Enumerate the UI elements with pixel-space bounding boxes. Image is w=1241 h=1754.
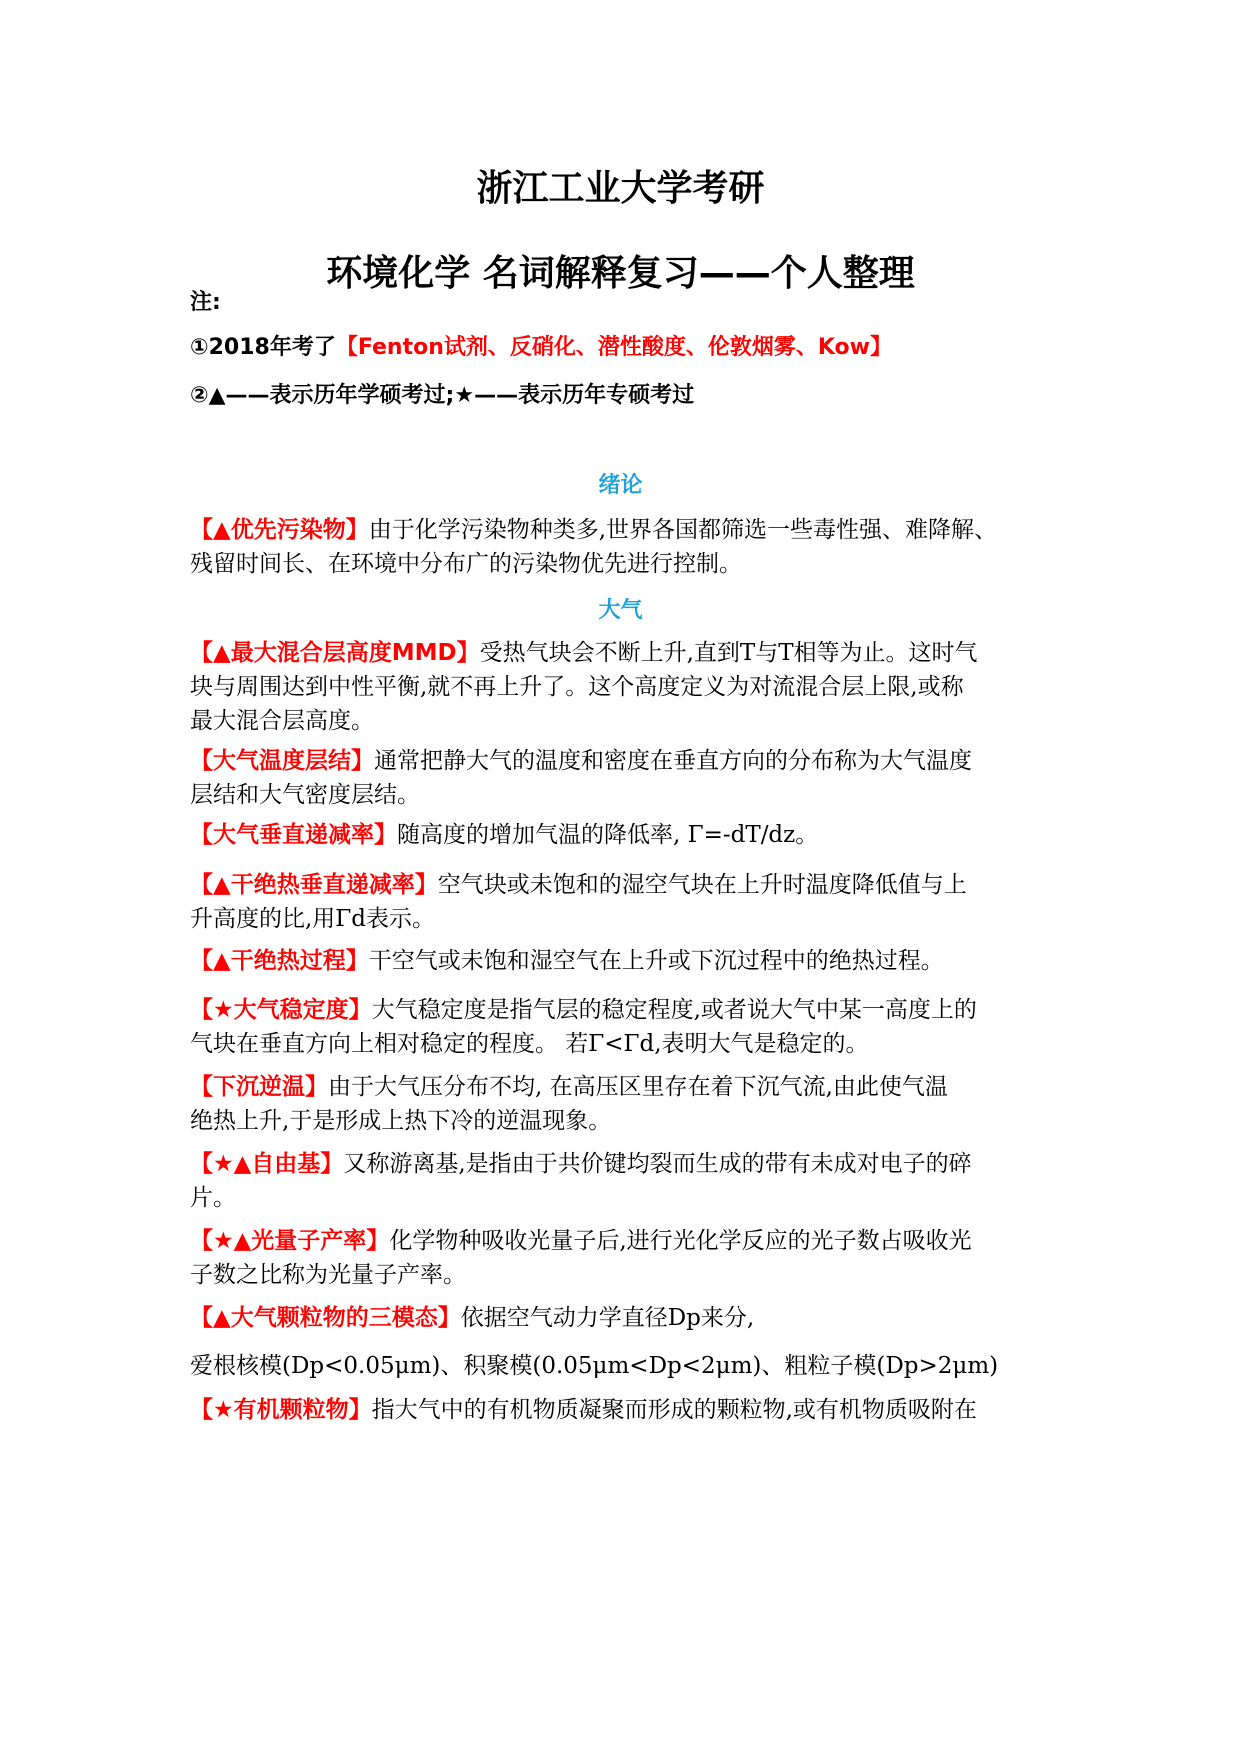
entry-term: 【大气温度层结】 <box>190 748 374 774</box>
entry-text-line: 片。 <box>190 1185 236 1211</box>
document-subtitle: 环境化学 名词解释复习——个人整理 <box>326 253 915 294</box>
entry-term: 【大气垂直递减率】 <box>190 822 397 848</box>
entry-text-line: 块与周围达到中性平衡,就不再上升了。这个高度定义为对流混合层上限,或称 <box>190 674 964 700</box>
entry-term: 【★▲自由基】 <box>190 1151 344 1177</box>
entry-term: 【★有机颗粒物】 <box>190 1397 372 1423</box>
definition-entry <box>190 636 1060 738</box>
entry-text-line: 气块在垂直方向上相对稳定的程度。 若Γ<Γd,表明大气是稳定的。 <box>190 1031 869 1057</box>
entry-text-line: 由于大气压分布不均, 在高压区里存在着下沉气流,由此使气温 <box>328 1074 948 1100</box>
definition-entry <box>190 818 1060 852</box>
entry-text-line: 又称游离基,是指由于共价键均裂而生成的带有未成对电子的碎 <box>343 1151 972 1177</box>
definition-entry <box>190 513 1060 581</box>
entry-text-line: 化学物种吸收光量子后,进行光化学反应的光子数占吸收光 <box>389 1228 972 1254</box>
entry-text-line: 指大气中的有机物质凝聚而形成的颗粒物,或有机物质吸附在 <box>371 1397 977 1423</box>
definition-entry <box>190 1301 1060 1383</box>
entry-text-line: 受热气块会不断上升,直到T与T相等为止。这时气 <box>479 640 978 666</box>
note-1-exam-terms: 【Fenton试剂、反硝化、潜性酸度、伦敦烟雾、Kow】 <box>335 335 892 360</box>
entry-text-line: 由于化学污染物种类多,世界各国都筛选一些毒性强、难降解、 <box>368 517 998 543</box>
note-1-prefix: ①2018年考了 <box>190 335 336 360</box>
entry-term: 【▲干绝热垂直递减率】 <box>190 872 438 898</box>
definition-entry <box>190 1070 1060 1138</box>
entry-text-line: 空气块或未饱和的湿空气块在上升时温度降低值与上 <box>437 872 967 898</box>
definition-entry <box>190 1393 1060 1427</box>
entry-text-line: 通常把静大气的温度和密度在垂直方向的分布称为大气温度 <box>374 748 972 774</box>
entry-text-line: 绝热上升,于是形成上热下冷的逆温现象。 <box>190 1108 612 1134</box>
note-label: 注: <box>190 290 221 315</box>
section-heading-atmosphere: 大气 <box>598 598 643 623</box>
entry-text-line: 大气稳定度是指气层的稳定程度,或者说大气中某一高度上的 <box>371 997 977 1023</box>
entry-term: 【★▲光量子产率】 <box>190 1228 390 1254</box>
section-heading-intro: 绪论 <box>598 473 643 498</box>
document-title: 浙江工业大学考研 <box>476 168 765 209</box>
definition-entry <box>190 944 1060 978</box>
entry-term: 【下沉逆温】 <box>190 1074 328 1100</box>
entry-text-line: 最大混合层高度。 <box>190 708 374 734</box>
entry-text-line: 干空气或未饱和湿空气在上升或下沉过程中的绝热过程。 <box>368 948 944 974</box>
definition-entry <box>190 1147 1060 1215</box>
entry-text-line: 升高度的比,用Γd表示。 <box>190 906 435 932</box>
entry-text-line: 层结和大气密度层结。 <box>190 782 420 808</box>
entry-text-line: 子数之比称为光量子产率。 <box>190 1262 466 1288</box>
definition-entry <box>190 744 1060 812</box>
entry-term: 【▲干绝热过程】 <box>190 948 369 974</box>
definition-entry <box>190 993 1060 1061</box>
entry-text-line: 依据空气动力学直径Dp来分, <box>460 1305 755 1331</box>
entry-term: 【▲大气颗粒物的三模态】 <box>190 1305 461 1331</box>
note-1 <box>190 330 892 361</box>
entry-text-line: 爱根核模(Dp<0.05μm)、积聚模(0.05μm<Dp<2μm)、粗粒子模(Dp>2μm) <box>190 1353 999 1379</box>
entry-text-line: 残留时间长、在环境中分布广的污染物优先进行控制。 <box>190 551 742 577</box>
entry-term: 【▲最大混合层高度MMD】 <box>190 640 480 666</box>
definition-entry <box>190 1224 1060 1292</box>
entry-term: 【▲优先污染物】 <box>190 517 369 543</box>
entry-text-line: 随高度的增加气温的降低率, Γ=-dT/dz。 <box>397 822 819 848</box>
note-2: ②▲——表示历年学硕考过;★——表示历年专硕考过 <box>190 383 695 408</box>
definition-entry <box>190 868 1060 936</box>
entry-term: 【★大气稳定度】 <box>190 997 372 1023</box>
